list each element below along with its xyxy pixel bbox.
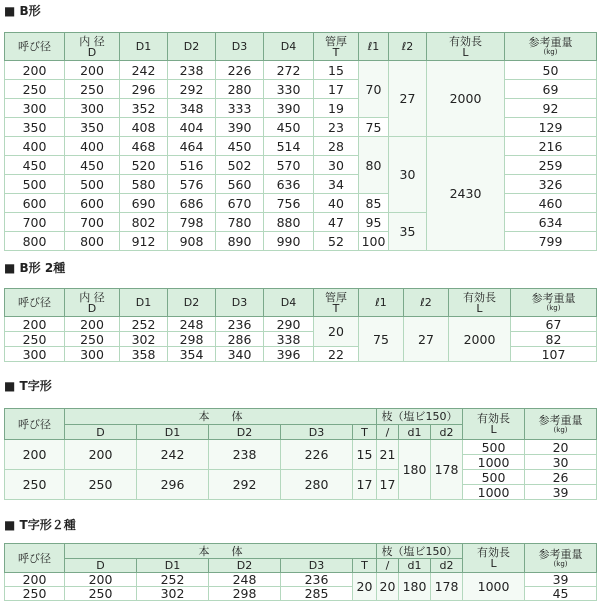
cell-thickness: 15 [314, 61, 359, 80]
cell-l2: 27 [404, 317, 449, 362]
cell-inner: 700 [65, 213, 120, 232]
header-branch-d2: d2 [431, 425, 463, 440]
cell-d3: 890 [216, 232, 264, 251]
cell-weight: 326 [505, 175, 597, 194]
cell-length: 1000 [463, 573, 525, 601]
cell-d2: 248 [209, 573, 281, 587]
cell-weight: 30 [525, 455, 597, 470]
cell-d2: 908 [168, 232, 216, 251]
cell-d1: 520 [120, 156, 168, 175]
cell-d2: 348 [168, 99, 216, 118]
cell-nominal: 200 [5, 440, 65, 470]
cell-l1: 70 [359, 61, 389, 118]
cell-d3: 780 [216, 213, 264, 232]
header-length: 有効長 L [427, 33, 505, 61]
cell-d1: 352 [120, 99, 168, 118]
header-d2: D2 [209, 425, 281, 440]
cell-thickness: 47 [314, 213, 359, 232]
header-t: T [353, 559, 377, 573]
header-slash: / [377, 559, 399, 573]
cell-d1: 690 [120, 194, 168, 213]
header-thickness: 管厚 T [314, 33, 359, 61]
header-d4: D4 [264, 33, 314, 61]
table-row [5, 80, 597, 99]
header-d2: D2 [168, 289, 216, 317]
cell-nominal: 300 [5, 347, 65, 362]
cell-d3: 280 [281, 470, 353, 500]
header-d3: D3 [216, 33, 264, 61]
cell-thickness: 34 [314, 175, 359, 194]
header-nominal: 呼び径 [5, 544, 65, 573]
cell-d1: 468 [120, 137, 168, 156]
cell-l2: 35 [389, 213, 427, 251]
header-d: D [65, 425, 137, 440]
cell-d3: 285 [281, 587, 353, 601]
cell-d2: 292 [209, 470, 281, 500]
header-length: 有効長 L [449, 289, 511, 317]
table-row [5, 232, 597, 251]
cell-length: 2430 [427, 137, 505, 251]
header-d2: D2 [168, 33, 216, 61]
cell-nominal: 200 [5, 317, 65, 332]
cell-t: 20 [353, 573, 377, 601]
cell-weight: 107 [511, 347, 597, 362]
table-row [5, 440, 597, 455]
cell-d4: 990 [264, 232, 314, 251]
cell-nominal: 450 [5, 156, 65, 175]
cell-inner: 300 [65, 347, 120, 362]
header-inner-diameter: 内 径 D [65, 289, 120, 317]
cell-length: 500 [463, 440, 525, 455]
header-l2: ℓ2 [389, 33, 427, 61]
cell-inner: 300 [65, 99, 120, 118]
cell-weight: 129 [505, 118, 597, 137]
cell-d2: 292 [168, 80, 216, 99]
cell-t: 15 [353, 440, 377, 470]
cell-d4: 272 [264, 61, 314, 80]
table-row [5, 470, 597, 485]
cell-d3: 280 [216, 80, 264, 99]
cell-l1: 95 [359, 213, 389, 232]
cell-nominal: 350 [5, 118, 65, 137]
header-thickness: 管厚 T [314, 289, 359, 317]
cell-weight: 50 [505, 61, 597, 80]
cell-l1: 75 [359, 317, 404, 362]
cell-l1: 100 [359, 232, 389, 251]
cell-inner: 250 [65, 80, 120, 99]
cell-d1: 252 [137, 573, 209, 587]
header-branch-d1: d1 [399, 425, 431, 440]
table-row [5, 61, 597, 80]
section-title-t: ■ T字形 [4, 379, 52, 393]
cell-d4: 880 [264, 213, 314, 232]
cell-weight: 799 [505, 232, 597, 251]
cell-d2: 238 [209, 440, 281, 470]
cell-d4: 338 [264, 332, 314, 347]
cell-l2: 30 [389, 137, 427, 213]
table-row [5, 175, 597, 194]
cell-inner: 200 [65, 317, 120, 332]
cell-d2: 354 [168, 347, 216, 362]
cell-d3: 236 [281, 573, 353, 587]
cell-d: 250 [65, 587, 137, 601]
cell-nominal: 600 [5, 194, 65, 213]
cell-inner: 200 [65, 61, 120, 80]
table-row [5, 317, 597, 332]
cell-weight: 20 [525, 440, 597, 455]
cell-l1: 80 [359, 137, 389, 194]
cell-d1: 302 [120, 332, 168, 347]
cell-d: 250 [65, 470, 137, 500]
header-row [5, 33, 597, 61]
cell-thickness: 20 [314, 317, 359, 347]
cell-thickness: 17 [314, 80, 359, 99]
cell-inner: 450 [65, 156, 120, 175]
header-d1: D1 [120, 33, 168, 61]
header-l2: ℓ2 [404, 289, 449, 317]
cell-weight: 92 [505, 99, 597, 118]
cell-d1: 242 [137, 440, 209, 470]
header-d1: D1 [137, 425, 209, 440]
header-slash: / [377, 425, 399, 440]
cell-thickness: 30 [314, 156, 359, 175]
header-body: 本 体 [65, 409, 377, 425]
cell-nominal: 700 [5, 213, 65, 232]
cell-d4: 570 [264, 156, 314, 175]
header-d3: D3 [281, 425, 353, 440]
header-branch: 枝（塩ビ150） [377, 409, 463, 425]
cell-nominal: 200 [5, 61, 65, 80]
cell-nominal: 250 [5, 332, 65, 347]
cell-length: 1000 [463, 485, 525, 500]
section-title-b: ■ B形 [4, 4, 41, 18]
header-d3: D3 [281, 559, 353, 573]
header-nominal: 呼び径 [5, 409, 65, 440]
cell-d1: 580 [120, 175, 168, 194]
cell-nominal: 250 [5, 80, 65, 99]
cell-nominal: 250 [5, 470, 65, 500]
cell-d4: 290 [264, 317, 314, 332]
table-row [5, 213, 597, 232]
cell-nominal: 200 [5, 573, 65, 587]
cell-d4: 330 [264, 80, 314, 99]
cell-d2: 238 [168, 61, 216, 80]
cell-d3: 390 [216, 118, 264, 137]
header-length: 有効長 L [463, 409, 525, 440]
cell-d2: 298 [209, 587, 281, 601]
cell-l1: 85 [359, 194, 389, 213]
header-nominal: 呼び径 [5, 289, 65, 317]
cell-d3: 226 [281, 440, 353, 470]
header-l1: ℓ1 [359, 33, 389, 61]
cell-d3: 502 [216, 156, 264, 175]
table-row [5, 573, 597, 587]
cell-d2: 404 [168, 118, 216, 137]
cell-d: 200 [65, 573, 137, 587]
cell-d3: 450 [216, 137, 264, 156]
cell-weight: 460 [505, 194, 597, 213]
cell-t: 17 [353, 470, 377, 500]
cell-d1: 302 [137, 587, 209, 601]
cell-d2: 576 [168, 175, 216, 194]
cell-slash: 20 [377, 573, 399, 601]
cell-d1: 358 [120, 347, 168, 362]
table-t [4, 408, 597, 500]
cell-inner: 400 [65, 137, 120, 156]
cell-d4: 514 [264, 137, 314, 156]
cell-inner: 350 [65, 118, 120, 137]
cell-d3: 333 [216, 99, 264, 118]
cell-d1: 252 [120, 317, 168, 332]
cell-inner: 600 [65, 194, 120, 213]
header-branch-d2: d2 [431, 559, 463, 573]
cell-d1: 296 [137, 470, 209, 500]
cell-d3: 560 [216, 175, 264, 194]
header-d3: D3 [216, 289, 264, 317]
header-d: D [65, 559, 137, 573]
header-d1: D1 [120, 289, 168, 317]
section-title-b-type2: ■ B形 2種 [4, 261, 66, 275]
cell-inner: 500 [65, 175, 120, 194]
cell-length: 1000 [463, 455, 525, 470]
cell-d4: 636 [264, 175, 314, 194]
table-t-type2 [4, 543, 597, 601]
header-weight: 参考重量 (kg) [505, 33, 597, 61]
header-d2: D2 [209, 559, 281, 573]
cell-d1: 912 [120, 232, 168, 251]
cell-nominal: 500 [5, 175, 65, 194]
cell-weight: 26 [525, 470, 597, 485]
header-l1: ℓ1 [359, 289, 404, 317]
header-weight: 参考重量 (kg) [511, 289, 597, 317]
cell-slash: 21 [377, 440, 399, 470]
header-body: 本 体 [65, 544, 377, 559]
cell-l1: 75 [359, 118, 389, 137]
cell-d: 200 [65, 440, 137, 470]
cell-thickness: 23 [314, 118, 359, 137]
cell-d4: 756 [264, 194, 314, 213]
cell-branch-d2: 178 [431, 440, 463, 500]
cell-weight: 216 [505, 137, 597, 156]
cell-weight: 634 [505, 213, 597, 232]
header-row [5, 544, 597, 559]
cell-nominal: 250 [5, 587, 65, 601]
table-row [5, 194, 597, 213]
cell-d2: 516 [168, 156, 216, 175]
header-nominal: 呼び径 [5, 33, 65, 61]
cell-d1: 242 [120, 61, 168, 80]
cell-weight: 259 [505, 156, 597, 175]
cell-branch-d1: 180 [399, 440, 431, 500]
cell-length: 500 [463, 470, 525, 485]
cell-d4: 450 [264, 118, 314, 137]
table-b [4, 32, 597, 251]
cell-thickness: 19 [314, 99, 359, 118]
table-row [5, 99, 597, 118]
cell-weight: 67 [511, 317, 597, 332]
cell-d2: 798 [168, 213, 216, 232]
cell-branch-d2: 178 [431, 573, 463, 601]
cell-thickness: 28 [314, 137, 359, 156]
cell-d3: 286 [216, 332, 264, 347]
cell-d3: 670 [216, 194, 264, 213]
cell-d2: 464 [168, 137, 216, 156]
cell-length: 2000 [427, 61, 505, 137]
cell-nominal: 300 [5, 99, 65, 118]
header-row [5, 409, 597, 425]
cell-d4: 396 [264, 347, 314, 362]
cell-d3: 226 [216, 61, 264, 80]
header-d4: D4 [264, 289, 314, 317]
section-title-t-type2: ■ T字形２種 [4, 518, 76, 532]
table-b-type2 [4, 288, 597, 362]
cell-l2: 27 [389, 61, 427, 137]
cell-length: 2000 [449, 317, 511, 362]
cell-d3: 236 [216, 317, 264, 332]
table-row [5, 156, 597, 175]
table-row [5, 137, 597, 156]
cell-branch-d1: 180 [399, 573, 431, 601]
cell-slash: 17 [377, 470, 399, 500]
cell-d2: 298 [168, 332, 216, 347]
cell-nominal: 400 [5, 137, 65, 156]
header-t: T [353, 425, 377, 440]
cell-nominal: 800 [5, 232, 65, 251]
cell-thickness: 40 [314, 194, 359, 213]
header-weight: 参考重量 (kg) [525, 409, 597, 440]
header-row [5, 289, 597, 317]
header-branch: 枝（塩ビ150） [377, 544, 463, 559]
cell-weight: 69 [505, 80, 597, 99]
cell-d3: 340 [216, 347, 264, 362]
cell-inner: 250 [65, 332, 120, 347]
cell-weight: 45 [525, 587, 597, 601]
cell-inner: 800 [65, 232, 120, 251]
cell-d2: 248 [168, 317, 216, 332]
cell-d1: 802 [120, 213, 168, 232]
table-row [5, 118, 597, 137]
cell-weight: 39 [525, 485, 597, 500]
cell-d1: 408 [120, 118, 168, 137]
header-inner-diameter: 内 径 D [65, 33, 120, 61]
cell-thickness: 22 [314, 347, 359, 362]
header-length: 有効長 L [463, 544, 525, 573]
cell-d4: 390 [264, 99, 314, 118]
cell-weight: 82 [511, 332, 597, 347]
cell-weight: 39 [525, 573, 597, 587]
cell-d1: 296 [120, 80, 168, 99]
header-weight: 参考重量 (kg) [525, 544, 597, 573]
header-branch-d1: d1 [399, 559, 431, 573]
cell-thickness: 52 [314, 232, 359, 251]
header-d1: D1 [137, 559, 209, 573]
cell-d2: 686 [168, 194, 216, 213]
